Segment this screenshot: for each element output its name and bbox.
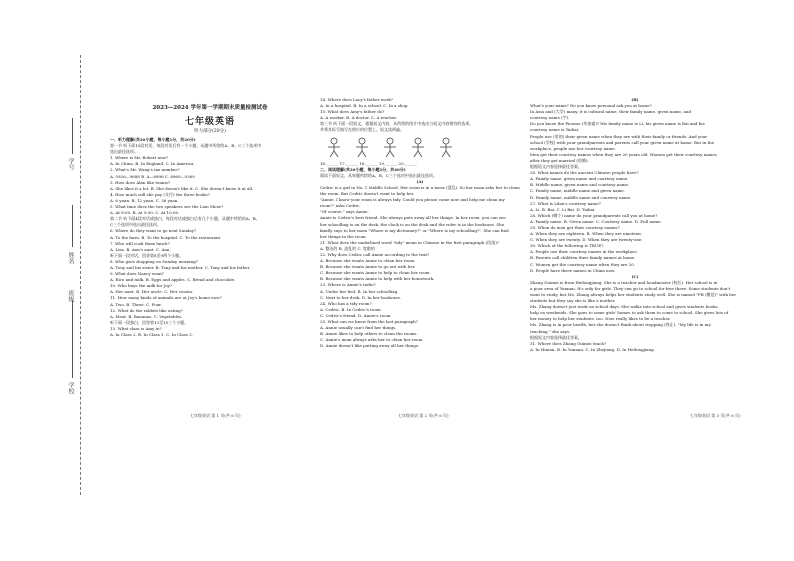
q-col2-line: her things in the room. <box>320 233 367 239</box>
q-col1-line: 听下面一段对话，回答第8至9两个小题。 <box>110 252 184 258</box>
q-col3-line: (B) <box>631 97 639 102</box>
q-col3-line: 26. What names do the ancient Chinese people have? <box>530 170 639 176</box>
q-col1-line: A. Lisa. B. Ann's aunt. C. Ann. <box>110 246 171 252</box>
q-col1-line: 5. What time does the two speakers see the Lion Show? <box>110 204 224 210</box>
q-col2-line: A. Under her bed. B. In her schoolbag. <box>320 288 399 294</box>
q-col3-line: school (学校) with your grandparents and parents call your given name at home. But in the <box>530 139 715 145</box>
q-col2-line: D. Annie doesn't like putting away all her things. <box>320 343 420 349</box>
q-col2-line: 23. Where is Annie's radio? <box>320 282 376 288</box>
q-col1-line: 选出最佳选项。 <box>110 149 138 155</box>
q-col3-line: Zhang Guimei is from Heilongjiang. She is a teacher and headmaster (校长). Her school is in <box>530 279 718 285</box>
q-col1-line: 第一节 听下面10段对话，每段对话后有一个小题，从题中所给的A、B、C三个选项中 <box>110 143 262 149</box>
q-col3-line: after they get married (结婚). <box>530 157 589 163</box>
footer-page-1: 七年级英语 第 1 页(共 6 页) <box>190 413 241 418</box>
q-col2-line: C. Annie's mom always asks her to clean her room. <box>320 337 424 343</box>
q-col3-line: D. Family name, middle name and courtesy name. <box>530 194 632 200</box>
q-col1-line: 9. What does Nancy want? <box>110 271 165 277</box>
part-note: 听力部分(20分) <box>194 129 226 134</box>
q-col3-line: A. Li. B. Bai. C. Li Bai. D. Taibai. <box>530 206 596 212</box>
q-col3-line: C. Family name, middle name and given name. <box>530 188 625 194</box>
q-col1-line: A. In Class 2. B. In Class 1. C. In Class 3. <box>110 332 193 337</box>
margin-label-student-id: 学号 <box>67 158 74 170</box>
q-col2-line: A. Cedric. B. In Cedric's room. <box>320 306 382 312</box>
q-col3-line: A. When they are eighteen. B. When they are nineteen. <box>530 231 642 237</box>
q-col1-line: 8. Who goes shopping on Sunday morning? <box>110 258 198 264</box>
q-col3-line: Ms. Zhang doesn't just work on school days. She walks into school and gives students books <box>530 304 718 310</box>
q-col3-line: What's your name? Do you know personal ask you at home? <box>530 103 652 109</box>
listening-picture <box>436 136 456 158</box>
q-col3-line: C. When they are twenty. D. When they are twenty-one. <box>530 237 643 243</box>
q-col2-line: 并将其标号填写在相应的位置上。短文读两遍。 <box>320 127 404 133</box>
binding-dashed-line <box>80 55 81 495</box>
q-col2-line: C. Next to her desk. D. In her bookcase. <box>320 294 402 300</box>
q-col1-line: 第二节 听下面4段对话或独白，每段对话或独白后有几个小题，从题中所给的A、B、 <box>110 216 260 222</box>
q-col3-line: 29. When do men get their courtesy names? <box>530 224 620 230</box>
q-col3-line: 根据短文内容选择最佳答案。 <box>530 334 582 340</box>
q-col3-line: B. Middle name, given name and courtesy name. <box>530 182 630 188</box>
q-col2-line: room?" asks Cedric. <box>320 203 361 209</box>
subject-title: 七年级英语 <box>184 117 235 127</box>
q-col1-line: 4. How much will she pay (支付) the three books? <box>110 191 210 197</box>
q-col1-line: A. 6 yuan. B. 12 yuan. C. 36 yuan. <box>110 197 179 203</box>
footer-page-2: 七年级英语 第 2 页(共 6 页) <box>398 413 449 418</box>
q-col3-line: courtesy name (字). <box>530 115 570 121</box>
q-col3-line: 根据短文内容选择最佳答案。 <box>530 164 582 170</box>
margin-line-student-id <box>72 118 73 154</box>
margin-label-name: 姓名 <box>67 252 74 264</box>
q-col2-line: A. Because she wants Annie to clean her room. <box>320 258 416 264</box>
q-col2-line: 阅读下面短文，从每题所给的A、B、C三个选项中选出最佳选项。 <box>320 172 437 178</box>
q-col2-line: B. Because she wants Annie to help with her homework. <box>320 276 435 282</box>
q-col3-line: In Asia and (大学) many, it is cultural name, their family name, given name, and <box>530 109 691 115</box>
margin-line-school <box>72 340 73 378</box>
q-col2-line: B. Because she wants Annie to go out with her. <box>320 264 416 270</box>
q-col3-line: A. Family name. B. Given name. C. Courtesy name. D. Full name. <box>530 218 662 224</box>
q-col1-line: 13. What class is Amy in? <box>110 325 162 331</box>
listening-picture <box>324 136 344 158</box>
q-col2-line: the room. But Cedric doesn't want to help her. <box>320 191 415 197</box>
exam-title: 2023—2024 学年第一学期期末质量检测试卷 <box>152 105 268 111</box>
q-col2-line: B. Annie likes to help others to clean the rooms. <box>320 331 418 337</box>
q-col2-line: her schoolbag is on the desk, the clock is on the desk and the ruler is in the bookcase. She <box>320 221 505 227</box>
q-col3-line: workplace, people use her courtesy name. <box>530 145 616 151</box>
q-col3-line: D. People have three names in China now. <box>530 267 616 273</box>
q-col3-line: her money to help her students, too. Now really likes to be a teacher. <box>530 316 671 322</box>
q-col2-line: 14. Where does Lucy's father work? <box>320 97 393 102</box>
column-page-3 <box>530 97 740 353</box>
q-col3-line: a poor area of Yunnan. It's only for girls. They can go to school for free there. Some students don't <box>530 285 731 291</box>
q-col3-line: A. Family name, given name and courtesy name. <box>530 176 629 182</box>
q-col2-line: A. A worker. B. A doctor. C. A teacher. <box>320 115 397 121</box>
q-col3-line: 27. What is Libai's courtesy name? <box>530 200 601 206</box>
q-col3-line: A. In Hunan. B. In Yunnan. C. In Zhejiang. D. In Heilongjiang. <box>530 346 655 352</box>
q-col2-line: 24. Who has a tidy room? <box>320 300 372 306</box>
q-col2-line: Cedric is a girl in No. 1 Middle School. Her room is in a mess (混乱). So her mom asks her to clean <box>320 184 520 190</box>
q-col3-line: courtesy name is Taibai. <box>530 127 580 133</box>
q-col2-line: "Annie, I know your room is always tidy. Could you please come now and help me clean my <box>320 197 505 203</box>
q-col3-line: teaching," she says. <box>530 328 571 334</box>
q-col1-line: 12. What do the rabbits like eating? <box>110 307 183 313</box>
q-col2-line: A. 整洁的 B. 凌乱的 C. 宽敞的 <box>320 245 375 251</box>
q-col3-line: A. People use their courtesy names in the workplace. <box>530 249 638 255</box>
q-col1-line: 7. Who will cook them lunch? <box>110 240 170 246</box>
q-col2-line: 16.______ 17.______ 18.______ 19.______ 20.______ <box>320 160 417 166</box>
q-col1-line: 10. Who buys the milk for Joy? <box>110 283 173 289</box>
listening-pictures <box>324 136 520 160</box>
q-col2-line: A. In a hospital. B. In a school. C. In a shop. <box>320 103 409 109</box>
q-col2-line: 二、阅读理解(共20小题，每小题2分，共40分) <box>320 166 406 172</box>
q-col1-line: 一、听力理解(共20小题，每小题1分，共20分) <box>110 137 196 142</box>
q-col1-line: 1. Where is Mr. Robert now? <box>110 155 169 161</box>
column-page-1 <box>110 137 310 338</box>
q-col2-line: (A) <box>416 178 424 184</box>
listening-picture <box>408 136 428 158</box>
q-col3-line: B. Parents call children their family names at home. <box>530 255 636 261</box>
margin-line-name <box>72 205 73 247</box>
q-col2-line: A. Annie usually can't find her things. <box>320 325 397 331</box>
q-col1-line: C三个选项中选出最佳选项。 <box>110 222 162 228</box>
margin-label-school: 学校 <box>67 382 74 394</box>
q-col1-line: A. Tony and his sister. B. Tony and his mother. C. Tony and his father. <box>110 264 251 270</box>
margin-line-class <box>72 300 73 340</box>
q-col1-line: A. She likes it a lot. B. She doesn't like it. C. She doesn't know it at all. <box>110 185 254 191</box>
q-col2-line: Annie is Cedric's best friend. She always puts away all her things. In her room, you can see <box>320 215 506 221</box>
q-col2-line: kindly says to her mom "Where is my dictionary?" or "Where is my schoolbag?". She can find <box>320 227 509 233</box>
q-col3-line: Men get their courtesy names when they are 20 years old. Women get their courtesy names <box>530 151 717 157</box>
q-col2-line: 15. What does Amy's father do? <box>320 109 385 115</box>
q-col1-line: 听下面一段独白，回答第13至15三个小题。 <box>110 319 189 325</box>
q-col1-line: 2. What's Mr. Wang's tax number? <box>110 167 180 173</box>
q-col1-line: 6. Where do they want to go next Sunday? <box>110 228 197 234</box>
margin-label-class: 班级 <box>67 290 74 302</box>
q-col1-line: A. Two. B. Three. C. Four. <box>110 301 162 307</box>
q-col1-line: A. To the farm. B. To the hospital. C. To the restaurant. <box>110 234 222 240</box>
q-col2-line: 21. What does the underlined word "tidy" mean in Chinese in the first paragraph (段落)? <box>320 239 499 245</box>
q-col1-line: A. In China. B. In England. C. In America. <box>110 161 195 167</box>
column-page-2 <box>320 97 520 349</box>
q-col3-line: People use (用的) their given name when they are with their family or friends. And your <box>530 133 708 139</box>
listening-picture <box>380 136 400 158</box>
q-col3-line: help on weekends. She goes to some girls' homes to ask them to come to school. She gives lots of <box>530 310 729 316</box>
q-col2-line: "Of course," says Annie. <box>320 209 369 215</box>
listening-picture <box>352 136 372 158</box>
q-col2-line: C. Because she wants Annie to help to clean her room. <box>320 270 431 276</box>
q-col1-line: 3. How does Alan like tennis? <box>110 179 170 185</box>
q-col3-line: students but they say she is like a mother. <box>530 298 616 304</box>
q-col1-line: A. Meat. B. Bananas. C. Vegetables. <box>110 313 183 319</box>
q-col3-line: 28. Which (哪个) name do your grandparents call you at home? <box>530 212 658 218</box>
q-col1-line: A. At 8:00. B. At 9:30. C. At 10:00. <box>110 210 180 216</box>
q-col2-line: 25. What can we know from the last paragraph? <box>320 319 418 324</box>
q-col1-line: A. Her aunt. B. Her uncle. C. Her cousin. <box>110 289 194 295</box>
q-col3-line: Do you know the Picasso (毕加索)? His family name is Li, his given name is Bai and his <box>530 121 705 127</box>
q-col1-line: 11. How many kinds of animals are at Joy's home now? <box>110 295 222 301</box>
q-col1-line: A. Rice and milk. B. Eggs and apples. C. Bread and chocolate. <box>110 277 236 283</box>
q-col3-line: want to study, but Ms. Zhang always helps her students study well. She is named "PB (模范)" with her <box>530 292 737 297</box>
footer-page-3: 七年级英语 第 3 页(共 6 页) <box>690 413 741 418</box>
q-col3-line: C. Women get the courtesy name when they are 20. <box>530 261 636 267</box>
q-col1-line: A. 5926—9688 B. A—6896 C. 8969—9369 <box>110 173 195 179</box>
q-col2-line: 第三节 听下面一段短文，根据短文内容，从所给的图片中选出与短文内容相符的选项。 <box>320 121 474 127</box>
q-col2-line: 22. Why does Cedric call Annie according to the text? <box>320 251 430 257</box>
q-col2-line: C. Cedric's friend. D. Annie's room. <box>320 312 392 318</box>
q-col3-line: (C) <box>631 273 639 279</box>
q-col3-line: 31. Where does Zhang Guimei teach? <box>530 340 607 346</box>
q-col3-line: 30. Which of the following is TRUE? <box>530 243 604 249</box>
q-col3-line: Ms. Zhang is in poor health, but she doesn't think about stopping (停止). "My life is in my <box>530 322 711 328</box>
